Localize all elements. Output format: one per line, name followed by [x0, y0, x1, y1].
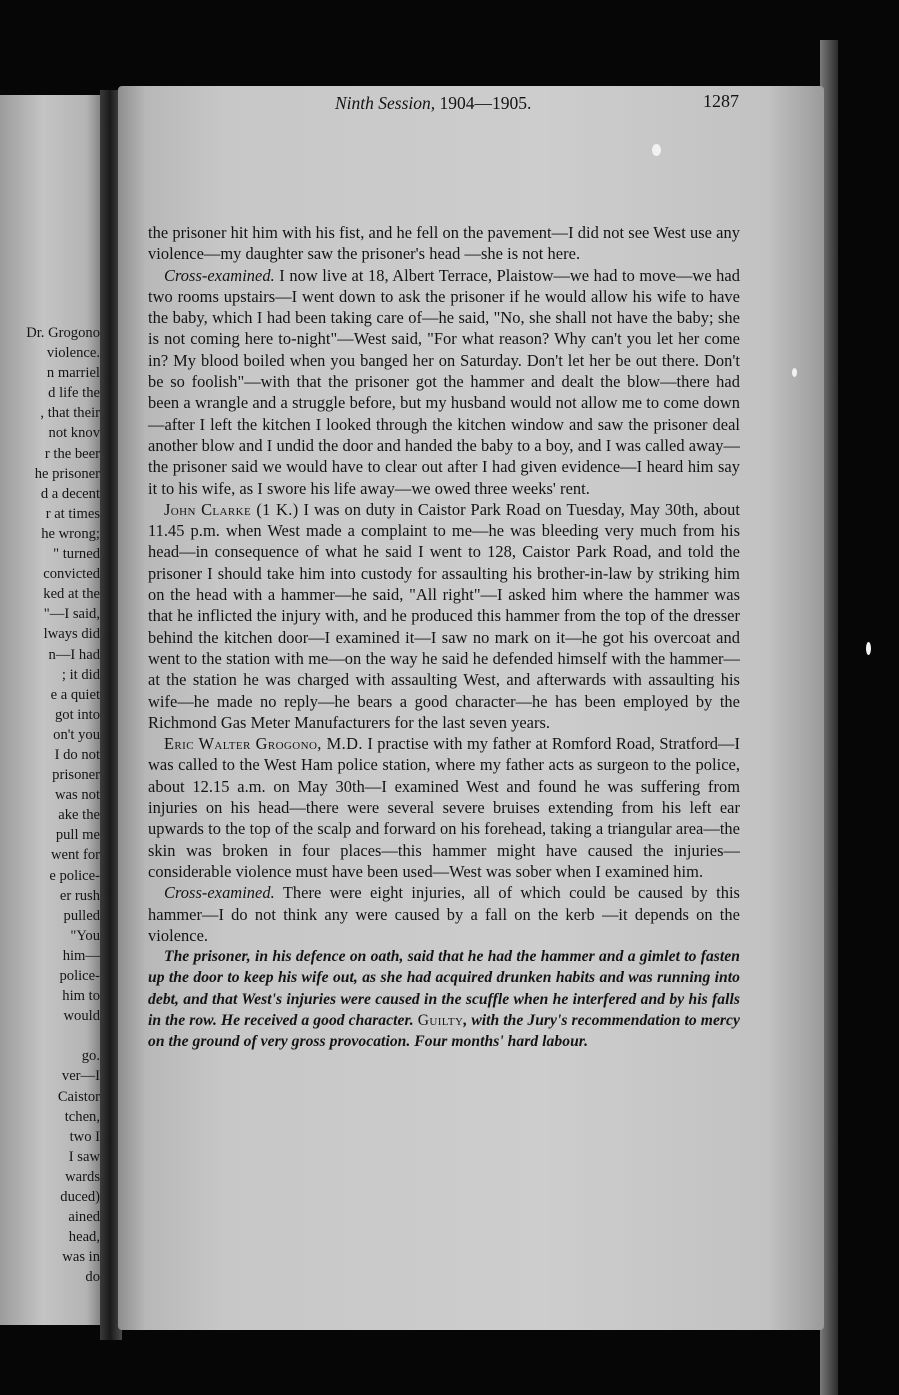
- right-page: [118, 86, 824, 1330]
- left-page-line: on't you: [53, 726, 100, 743]
- left-page-line: would: [63, 1008, 100, 1025]
- witness-name: John Clarke (1 K.): [164, 499, 299, 519]
- left-page-line: er rush: [59, 887, 100, 904]
- left-page-line: Dr. Grogono: [26, 325, 100, 341]
- left-page-line: d life the: [48, 385, 100, 402]
- page-header: [215, 93, 739, 117]
- paragraph-text: I was on duty in Caistor Park Road on Tuesday, May 30th, about 11.45 p.m. when West made a complaint to me—he was bleeding very much from his head—in consequence of what he said I went to 128, Caistor Park Road, and told the prisoner I should take him into custody for assaulting his brother-in-law by striking him on the head with a hammer—he said, "All right"—I asked him where the hammer was that he inflicted the injury with, and he produced this hammer from the top of the dresser behind the kitchen door—I examined it—I saw no mark on it—he got his overcoat and went to the station with me—on the way he said he defended himself with the hammer—at the station he was charged with assaulting West, and afterwards with assaulting his wife—he made no reply—he bears a good character—he has been employed by the Richmond Gas Meter Manufacturers for the last seven years.: [148, 499, 740, 732]
- left-page-line: [0, 1026, 100, 1046]
- left-page-line: n marriel: [46, 365, 100, 382]
- left-page-line: tchen,: [64, 1108, 100, 1125]
- paragraph-continuation: [148, 222, 740, 265]
- left-page-line: I do not: [54, 746, 100, 763]
- left-page-line: ver—I: [61, 1068, 100, 1085]
- left-page-line: r at times: [45, 505, 100, 522]
- paragraph-text: I practise with my father at Romford Road, Stratford—I was called to the West Ham police station, where my father acts as surgeon to the police, about 12.15 a.m. on May 30th—I examined West and found he was suffering from injuries on his head—there were several severe bruises extending from his left ear upwards to the top of the scalp and forward on his forehead, taking a triangular area—the skin was broken in four places—this hammer might have caused the injuries—considerable violence must have been used—West was sober when I examined him.: [148, 734, 741, 881]
- left-page-line: him to: [62, 988, 100, 1005]
- left-page-line: police-: [59, 968, 100, 984]
- sentence-text: , with the Jury's recommendation to mercy on the ground of very gross provocation. Four months' hard labour.: [148, 1011, 740, 1051]
- left-page-line: he wrong;: [41, 525, 100, 542]
- left-page-line: n—I had: [48, 646, 100, 663]
- left-page-line: violence.: [46, 345, 100, 362]
- paragraph-cross-examined-2: [148, 882, 740, 946]
- left-page-line: him—: [62, 947, 100, 964]
- paragraph-text: the prisoner hit him with his fist, and he fell on the pavement—I did not see West use any violence—my daughter saw the prisoner's head —she is not here.: [148, 223, 740, 264]
- left-page-line: I saw: [68, 1148, 100, 1165]
- left-page-line: r the beer: [44, 445, 100, 462]
- left-page-line: ained: [68, 1209, 100, 1226]
- left-page-line: lways did: [43, 626, 100, 643]
- left-page-line: e police-: [49, 867, 100, 884]
- left-page-line: ; it did: [61, 666, 100, 683]
- left-page-line: "—I said,: [43, 606, 100, 623]
- left-page-line: d a decent: [40, 485, 100, 502]
- left-page-line: got into: [55, 706, 100, 723]
- left-page-line: two I: [69, 1128, 100, 1145]
- left-page-line: e a quiet: [50, 686, 100, 703]
- left-page-line: pulled: [63, 907, 100, 924]
- page-body: [148, 222, 740, 1053]
- paragraph-john-clarke: [148, 499, 740, 733]
- left-page-line: convicted: [43, 566, 100, 583]
- left-page-line: duced): [60, 1189, 100, 1206]
- paragraph-eric-grogono: [148, 733, 740, 882]
- left-page-line: go.: [81, 1048, 100, 1065]
- left-page-text-fragments: [0, 323, 100, 1288]
- left-page-line: head,: [68, 1229, 100, 1246]
- left-page-line: pull me: [55, 827, 100, 844]
- paragraph-text: There were eight injuries, all of which could be caused by this hammer—I do not think any were caused by a fall on the kerb —it depends on the violence.: [148, 883, 740, 945]
- page-number: 1287: [703, 91, 739, 111]
- left-page-line: not knov: [48, 425, 100, 442]
- left-page-line: was not: [55, 787, 100, 804]
- paragraph-lead: Cross-examined.: [164, 883, 275, 903]
- left-facing-page: [0, 95, 108, 1325]
- scan-dust-speck: [652, 144, 661, 156]
- left-page-line: ake the: [58, 807, 100, 824]
- left-page-line: Caistor: [57, 1088, 100, 1105]
- left-page-line: ked at the: [43, 586, 100, 603]
- left-page-line: was in: [62, 1249, 100, 1266]
- witness-name: Eric Walter Grogono, M.D.: [164, 734, 363, 754]
- left-page-line: he prisoner: [34, 465, 100, 482]
- left-page-line: " turned: [53, 546, 100, 563]
- defence-statement: The prisoner, in his defence on oath, said that he had the hammer and a gimlet to fasten up the door to keep his wife out, as she had acquired drunken habits and was running into debt, and that West's injuries were caused in the scuffle when he interfered and by his falls in the row. He received a good character.: [148, 948, 740, 1029]
- paragraph-cross-examined: [148, 265, 740, 499]
- left-page-line: "You: [70, 927, 100, 944]
- left-page-line: went for: [50, 847, 100, 864]
- scan-dust-speck: [792, 368, 797, 377]
- left-page-line: do: [85, 1269, 100, 1286]
- verdict-paragraph: [148, 946, 740, 1052]
- left-page-line: prisoner: [52, 767, 100, 784]
- left-page-line: wards: [65, 1168, 100, 1185]
- verdict-word: Guilty: [417, 1011, 464, 1029]
- paragraph-text: I now live at 18, Albert Terrace, Plaistow—we had to move—we had two rooms upstairs—I went down to ask the prisoner if he would allow his wife to have the baby, which I had been taking care of—he said, "No, she shall not have the baby; she is not coming here to-night"—West said, "For what reason? Why can't you let her come in? My blood boiled when you banged her on Saturday. Don't let her be out there. Don't be so foolish"—with that the prisoner got the hammer and dealt the blow—there had been a wrangle and a struggle before, but my husband would not allow me to come down—after I left the kitchen I looked through the kitchen window and saw the prisoner deal another blow and I undid the door and handed the baby to a boy, and I was called away—the prisoner said we would have to clear out after I had given evidence—I heard him say it to his wife, as I swore his life away—we owed three weeks' rent.: [148, 265, 740, 498]
- scan-dust-speck: [866, 642, 871, 655]
- running-title: Ninth Session, 1904—1905.: [335, 93, 532, 113]
- paragraph-lead: Cross-examined.: [164, 265, 275, 285]
- left-page-line: , that their: [40, 405, 100, 422]
